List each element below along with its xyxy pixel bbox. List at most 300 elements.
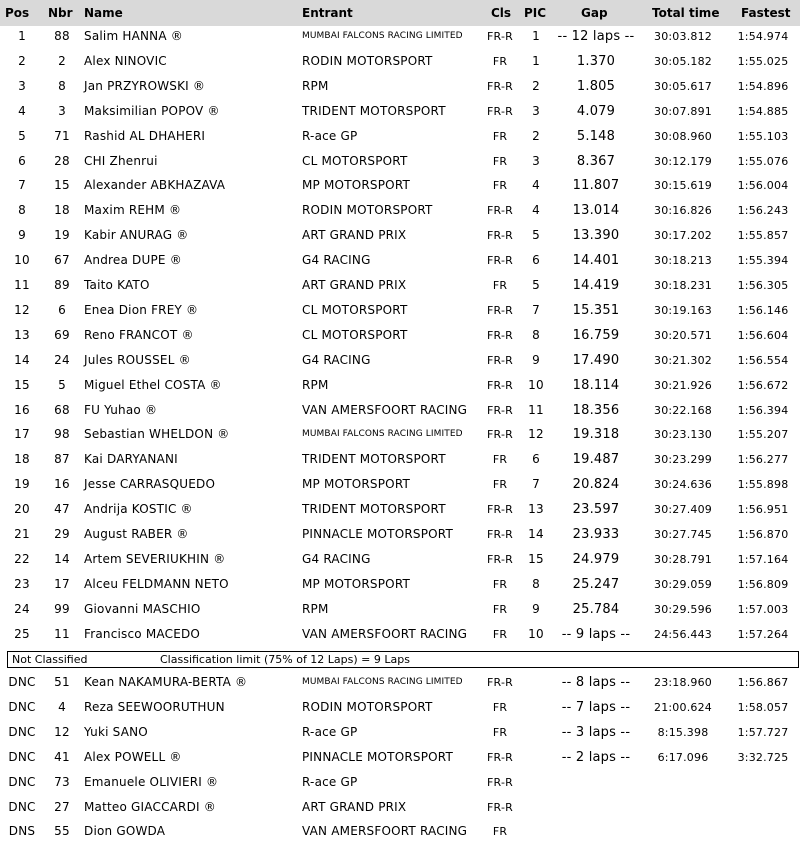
class-cell: FR-R: [487, 79, 513, 93]
fastest-lap-cell: 1:56.394: [737, 403, 789, 417]
car-number-cell: 69: [54, 327, 70, 342]
driver-name-cell: FU Yuhao ®: [84, 402, 158, 417]
pos-cell: 8: [18, 203, 26, 218]
pos-cell: 9: [18, 228, 26, 243]
entrant-cell: R-ace GP: [302, 774, 358, 789]
entrant-cell: ART GRAND PRIX: [302, 799, 407, 814]
table-row: [0, 323, 800, 348]
pic-cell: 11: [528, 402, 544, 417]
total-time-cell: 30:27.409: [654, 503, 712, 517]
total-time-cell: 30:27.745: [654, 528, 712, 541]
gap-cell: 18.114: [572, 377, 620, 393]
total-time-cell: 30:20.571: [654, 328, 712, 342]
car-number-cell: 88: [54, 29, 70, 43]
car-number-cell: 98: [54, 427, 70, 442]
entrant-cell: MUMBAI FALCONS RACING LIMITED: [302, 429, 463, 440]
gap-cell: 16.759: [572, 327, 620, 343]
class-cell: FR-R: [487, 378, 513, 392]
pos-cell: 21: [14, 527, 30, 541]
pos-cell: 2: [18, 53, 26, 68]
pic-cell: 5: [532, 228, 540, 243]
gap-cell: 19.487: [572, 452, 620, 468]
class-cell: FR-R: [487, 328, 513, 342]
pos-cell: 16: [14, 402, 30, 417]
gap-cell: -- 3 laps --: [561, 724, 631, 740]
fastest-lap-cell: 1:56.243: [737, 204, 789, 218]
entrant-cell: TRIDENT MOTORSPORT: [302, 452, 446, 467]
driver-name-cell: Taito KATO: [84, 278, 150, 292]
class-cell: FR-R: [487, 528, 513, 541]
car-number-cell: 5: [58, 377, 66, 392]
driver-name-cell: Sebastian WHELDON ®: [84, 427, 230, 442]
total-time-cell: 30:18.213: [654, 254, 712, 268]
class-cell: FR: [492, 129, 508, 143]
pic-cell: 1: [532, 29, 540, 43]
pos-cell: 11: [14, 278, 30, 292]
gap-cell: 23.597: [572, 502, 620, 518]
driver-name-cell: Andrija KOSTIC ®: [84, 502, 193, 517]
class-cell: FR-R: [487, 503, 513, 517]
table-row: [0, 373, 800, 398]
car-number-cell: 47: [54, 502, 70, 517]
gap-cell: 1.805: [576, 78, 616, 94]
driver-name-cell: Andrea DUPE ®: [84, 253, 182, 268]
entrant-cell: CL MOTORSPORT: [302, 153, 408, 168]
table-row: [0, 819, 800, 844]
table-row: [0, 497, 800, 522]
table-row: [0, 173, 800, 198]
car-number-cell: 27: [54, 799, 70, 814]
driver-name-cell: Jules ROUSSEL ®: [84, 352, 191, 367]
gap-cell: 8.367: [576, 153, 616, 169]
total-time-cell: 21:00.624: [654, 700, 712, 714]
car-number-cell: 14: [54, 551, 70, 566]
entrant-cell: PINNACLE MOTORSPORT: [302, 749, 453, 764]
pic-cell: 4: [532, 178, 540, 193]
pos-cell: 17: [14, 427, 30, 442]
class-cell: FR: [492, 279, 508, 292]
car-number-cell: 29: [54, 527, 70, 541]
car-number-cell: 87: [54, 452, 70, 467]
total-time-cell: 23:18.960: [654, 676, 712, 689]
driver-name-cell: Kean NAKAMURA-BERTA ®: [84, 675, 248, 689]
pic-cell: 6: [532, 452, 540, 467]
fastest-lap-cell: 1:55.857: [737, 229, 789, 243]
fastest-lap-cell: 1:56.146: [737, 303, 789, 317]
car-number-cell: 68: [54, 402, 70, 417]
driver-name-cell: Jesse CARRASQUEDO: [84, 477, 216, 492]
car-number-cell: 99: [54, 601, 70, 616]
fastest-lap-cell: 1:56.604: [737, 328, 789, 342]
driver-name-cell: Miguel Ethel COSTA ®: [84, 377, 222, 392]
gap-cell: 5.148: [576, 128, 616, 144]
class-cell: FR-R: [487, 552, 513, 566]
total-time-cell: 30:23.299: [654, 453, 712, 467]
table-row: [0, 348, 800, 373]
table-row: [0, 49, 800, 74]
table-row: [0, 223, 800, 248]
car-number-cell: 51: [54, 675, 70, 689]
table-row: [0, 398, 800, 423]
class-cell: FR-R: [487, 676, 513, 689]
pos-cell: 13: [14, 327, 30, 342]
gap-cell: 17.490: [572, 352, 620, 368]
fastest-lap-cell: 1:56.277: [737, 453, 789, 467]
pos-cell: DNS: [8, 824, 36, 839]
table-row: [0, 670, 800, 695]
pos-cell: DNC: [8, 724, 36, 739]
pos-cell: DNC: [8, 749, 36, 764]
pic-cell: 4: [532, 203, 540, 218]
driver-name-cell: Alex POWELL ®: [84, 749, 182, 764]
pic-cell: 10: [528, 377, 544, 392]
pos-cell: 20: [14, 502, 30, 517]
fastest-lap-cell: 1:54.974: [737, 30, 789, 43]
pic-cell: 7: [532, 302, 540, 317]
table-row: [0, 273, 800, 298]
total-time-cell: 8:15.398: [657, 725, 709, 739]
pic-cell: 2: [532, 128, 540, 143]
entrant-cell: MP MOTORSPORT: [302, 576, 411, 591]
total-time-cell: 30:15.619: [654, 179, 712, 193]
pos-cell: 15: [14, 377, 30, 392]
table-row: [0, 99, 800, 124]
total-time-cell: 30:28.791: [654, 552, 712, 566]
pic-cell: 9: [532, 601, 540, 616]
class-cell: FR-R: [487, 204, 513, 218]
fastest-lap-cell: 1:58.057: [737, 700, 789, 714]
pic-cell: 1: [532, 53, 540, 68]
driver-name-cell: Emanuele OLIVIERI ®: [84, 774, 219, 789]
entrant-cell: VAN AMERSFOORT RACING: [302, 402, 468, 417]
total-time-cell: 24:56.443: [654, 627, 712, 641]
fastest-lap-cell: 1:55.076: [737, 154, 789, 168]
pic-cell: 3: [532, 153, 540, 168]
driver-name-cell: Yuki SANO: [84, 724, 148, 739]
total-time-cell: 30:07.891: [654, 104, 712, 118]
gap-cell: -- 7 laps --: [561, 699, 631, 715]
gap-cell: 11.807: [572, 178, 620, 194]
gap-cell: 14.401: [572, 253, 620, 269]
total-time-cell: 30:23.130: [654, 428, 712, 442]
driver-name-cell: Giovanni MASCHIO: [84, 601, 201, 616]
entrant-cell: RODIN MOTORSPORT: [302, 53, 433, 68]
gap-cell: 13.014: [572, 203, 620, 219]
class-cell: FR-R: [487, 750, 513, 764]
entrant-cell: R-ace GP: [302, 724, 358, 739]
fastest-lap-cell: 1:56.951: [737, 503, 789, 517]
entrant-cell: G4 RACING: [302, 352, 371, 367]
fastest-lap-cell: 1:56.867: [737, 676, 789, 689]
gap-cell: 1.370: [576, 53, 616, 69]
class-cell: FR: [492, 577, 508, 591]
class-cell: FR-R: [487, 303, 513, 317]
gap-cell: 13.390: [572, 228, 620, 244]
driver-name-cell: Alceu FELDMANN NETO: [84, 576, 229, 591]
pos-cell: 23: [14, 576, 30, 591]
pos-cell: DNC: [8, 774, 36, 789]
entrant-cell: RPM: [302, 377, 329, 392]
table-row: [0, 298, 800, 323]
total-time-cell: 30:12.179: [654, 154, 712, 168]
entrant-cell: R-ace GP: [302, 128, 358, 143]
not-classified-banner: [7, 651, 799, 668]
table-row: [0, 24, 800, 49]
gap-cell: -- 9 laps --: [561, 626, 631, 642]
fastest-lap-cell: 1:54.885: [737, 104, 789, 118]
driver-name-cell: CHI Zhenrui: [84, 153, 158, 168]
gap-cell: 18.356: [572, 402, 620, 418]
class-cell: FR: [492, 179, 508, 193]
gap-cell: 14.419: [572, 278, 620, 293]
class-cell: FR: [492, 627, 508, 641]
gap-cell: -- 12 laps --: [557, 29, 635, 44]
fastest-lap-cell: 1:55.898: [737, 478, 789, 492]
car-number-cell: 67: [54, 253, 70, 268]
entrant-cell: MUMBAI FALCONS RACING LIMITED: [302, 677, 463, 687]
gap-cell: 25.247: [572, 576, 620, 592]
header-pos: Pos: [5, 6, 30, 20]
pic-cell: 13: [528, 502, 544, 517]
table-row: [0, 74, 800, 99]
class-cell: FR: [492, 154, 508, 168]
car-number-cell: 11: [54, 626, 70, 641]
entrant-cell: ART GRAND PRIX: [302, 228, 407, 243]
car-number-cell: 17: [54, 576, 70, 591]
header-fastest: Fastest: [741, 6, 791, 20]
fastest-lap-cell: 1:55.025: [737, 54, 789, 68]
table-row: [0, 124, 800, 149]
pic-cell: 12: [528, 427, 544, 442]
fastest-lap-cell: 1:54.896: [737, 79, 789, 93]
car-number-cell: 55: [54, 824, 70, 839]
fastest-lap-cell: 1:56.554: [737, 353, 789, 367]
results-table-header: [0, 0, 800, 26]
driver-name-cell: Salim HANNA ®: [84, 29, 183, 43]
pic-cell: 7: [532, 477, 540, 492]
class-cell: FR-R: [487, 104, 513, 118]
class-cell: FR-R: [487, 30, 513, 43]
gap-cell: -- 2 laps --: [561, 749, 631, 765]
total-time-cell: 30:18.231: [654, 279, 712, 292]
driver-name-cell: Enea Dion FREY ®: [84, 302, 199, 317]
pos-cell: 24: [14, 601, 30, 616]
table-row: [0, 622, 800, 647]
pos-cell: 14: [14, 352, 30, 367]
driver-name-cell: Dion GOWDA: [84, 824, 166, 839]
gap-cell: 20.824: [572, 477, 620, 493]
total-time-cell: 30:21.926: [654, 378, 712, 392]
class-cell: FR-R: [487, 254, 513, 268]
total-time-cell: 30:29.596: [654, 602, 712, 616]
total-time-cell: 30:08.960: [654, 129, 712, 143]
fastest-lap-cell: 1:56.004: [737, 179, 789, 193]
driver-name-cell: Francisco MACEDO: [84, 626, 201, 641]
car-number-cell: 18: [54, 203, 70, 218]
driver-name-cell: Reza SEEWOORUTHUN: [84, 699, 225, 714]
table-row: [0, 597, 800, 622]
pos-cell: 1: [18, 29, 26, 43]
total-time-cell: 30:19.163: [654, 303, 712, 317]
pos-cell: 4: [18, 103, 26, 118]
gap-cell: 25.784: [572, 601, 620, 617]
car-number-cell: 16: [54, 477, 70, 492]
class-cell: FR: [492, 825, 508, 839]
table-row: [0, 795, 800, 820]
pic-cell: 8: [532, 327, 540, 342]
table-row: [0, 198, 800, 223]
fastest-lap-cell: 1:55.394: [737, 254, 789, 268]
entrant-cell: TRIDENT MOTORSPORT: [302, 103, 446, 118]
table-row: [0, 745, 800, 770]
pos-cell: DNC: [8, 799, 36, 814]
pos-cell: 19: [14, 477, 30, 492]
pos-cell: DNC: [8, 675, 36, 689]
gap-cell: 15.351: [572, 302, 620, 318]
pic-cell: 6: [532, 253, 540, 268]
entrant-cell: ART GRAND PRIX: [302, 278, 407, 292]
gap-cell: 4.079: [576, 103, 616, 119]
table-row: [0, 720, 800, 745]
pic-cell: 5: [532, 278, 540, 292]
header-total-time: Total time: [652, 6, 720, 20]
pic-cell: 10: [528, 626, 544, 641]
gap-cell: 19.318: [572, 427, 620, 443]
pic-cell: 8: [532, 576, 540, 591]
fastest-lap-cell: 1:57.264: [737, 627, 789, 641]
total-time-cell: 30:05.182: [654, 54, 712, 68]
driver-name-cell: Rashid AL DHAHERI: [84, 128, 206, 143]
driver-name-cell: Kai DARYANANI: [84, 452, 178, 467]
fastest-lap-cell: 1:56.305: [737, 279, 789, 292]
car-number-cell: 73: [54, 774, 70, 789]
class-cell: FR-R: [487, 428, 513, 442]
class-cell: FR: [492, 725, 508, 739]
table-row: [0, 547, 800, 572]
pos-cell: 10: [14, 253, 30, 268]
car-number-cell: 2: [58, 53, 66, 68]
driver-name-cell: Alex NINOVIC: [84, 53, 167, 68]
fastest-lap-cell: 1:56.870: [737, 528, 789, 541]
class-cell: FR: [492, 602, 508, 616]
table-row: [0, 522, 800, 547]
total-time-cell: 30:22.168: [654, 403, 712, 417]
car-number-cell: 24: [54, 352, 70, 367]
header-pic: PIC: [524, 6, 547, 20]
total-time-cell: 30:17.202: [654, 229, 712, 243]
entrant-cell: RODIN MOTORSPORT: [302, 699, 433, 714]
total-time-cell: 30:29.059: [654, 577, 712, 591]
driver-name-cell: Reno FRANCOT ®: [84, 327, 194, 342]
class-cell: FR-R: [487, 353, 513, 367]
car-number-cell: 8: [58, 78, 66, 93]
header-gap: Gap: [581, 6, 608, 20]
car-number-cell: 3: [58, 103, 66, 118]
pos-cell: 25: [14, 626, 30, 641]
entrant-cell: MP MOTORSPORT: [302, 477, 411, 492]
total-time-cell: 6:17.096: [657, 750, 709, 764]
driver-name-cell: August RABER ®: [84, 527, 189, 541]
pic-cell: 2: [532, 78, 540, 93]
entrant-cell: G4 RACING: [302, 253, 371, 268]
driver-name-cell: Maxim REHM ®: [84, 203, 182, 218]
car-number-cell: 28: [54, 153, 70, 168]
pos-cell: 7: [18, 178, 26, 193]
entrant-cell: RODIN MOTORSPORT: [302, 203, 433, 218]
driver-name-cell: Jan PRZYROWSKI ®: [84, 78, 206, 93]
header-cls: Cls: [491, 6, 512, 20]
fastest-lap-cell: 1:56.672: [737, 378, 789, 392]
pic-cell: 15: [528, 551, 544, 566]
entrant-cell: CL MOTORSPORT: [302, 302, 408, 317]
not-classified-label: Not Classified: [12, 653, 88, 666]
class-cell: FR: [492, 478, 508, 492]
class-cell: FR: [492, 54, 508, 68]
pos-cell: 5: [18, 128, 26, 143]
driver-name-cell: Artem SEVERIUKHIN ®: [84, 551, 226, 566]
entrant-cell: PINNACLE MOTORSPORT: [302, 527, 453, 541]
class-cell: FR-R: [487, 229, 513, 243]
fastest-lap-cell: 1:56.809: [737, 577, 789, 591]
header-name: Name: [84, 6, 123, 20]
table-row: [0, 248, 800, 273]
driver-name-cell: Alexander ABKHAZAVA: [84, 178, 226, 193]
driver-name-cell: Matteo GIACCARDI ®: [84, 799, 216, 814]
pos-cell: DNC: [8, 699, 36, 714]
pic-cell: 3: [532, 103, 540, 118]
fastest-lap-cell: 1:57.003: [737, 602, 789, 616]
entrant-cell: MUMBAI FALCONS RACING LIMITED: [302, 31, 463, 41]
fastest-lap-cell: 1:57.164: [737, 552, 789, 566]
car-number-cell: 41: [54, 749, 70, 764]
entrant-cell: G4 RACING: [302, 551, 371, 566]
pic-cell: 9: [532, 352, 540, 367]
entrant-cell: RPM: [302, 78, 329, 93]
entrant-cell: RPM: [302, 601, 329, 616]
table-row: [0, 447, 800, 472]
pos-cell: 18: [14, 452, 30, 467]
class-cell: FR: [492, 700, 508, 714]
class-cell: FR: [492, 453, 508, 467]
fastest-lap-cell: 1:57.727: [737, 725, 789, 739]
driver-name-cell: Kabir ANURAG ®: [84, 228, 189, 243]
table-row: [0, 695, 800, 720]
table-row: [0, 149, 800, 174]
pos-cell: 3: [18, 78, 26, 93]
driver-name-cell: Maksimilian POPOV ®: [84, 103, 220, 118]
fastest-lap-cell: 3:32.725: [737, 750, 789, 764]
header-entrant: Entrant: [302, 6, 353, 20]
gap-cell: -- 8 laps --: [561, 675, 631, 690]
entrant-cell: CL MOTORSPORT: [302, 327, 408, 342]
total-time-cell: 30:24.636: [654, 478, 712, 492]
gap-cell: 24.979: [572, 551, 620, 567]
pos-cell: 22: [14, 551, 30, 566]
fastest-lap-cell: 1:55.103: [737, 129, 789, 143]
total-time-cell: 30:16.826: [654, 204, 712, 218]
total-time-cell: 30:05.617: [654, 79, 712, 93]
car-number-cell: 15: [54, 178, 70, 193]
pos-cell: 6: [18, 153, 26, 168]
classification-limit-note: Classification limit (75% of 12 Laps) = 9 Laps: [160, 653, 410, 666]
entrant-cell: VAN AMERSFOORT RACING: [302, 626, 468, 641]
table-row: [0, 572, 800, 597]
class-cell: FR-R: [487, 403, 513, 417]
car-number-cell: 4: [58, 699, 66, 714]
pic-cell: 14: [528, 527, 544, 541]
entrant-cell: VAN AMERSFOORT RACING: [302, 824, 468, 839]
fastest-lap-cell: 1:55.207: [737, 428, 789, 442]
